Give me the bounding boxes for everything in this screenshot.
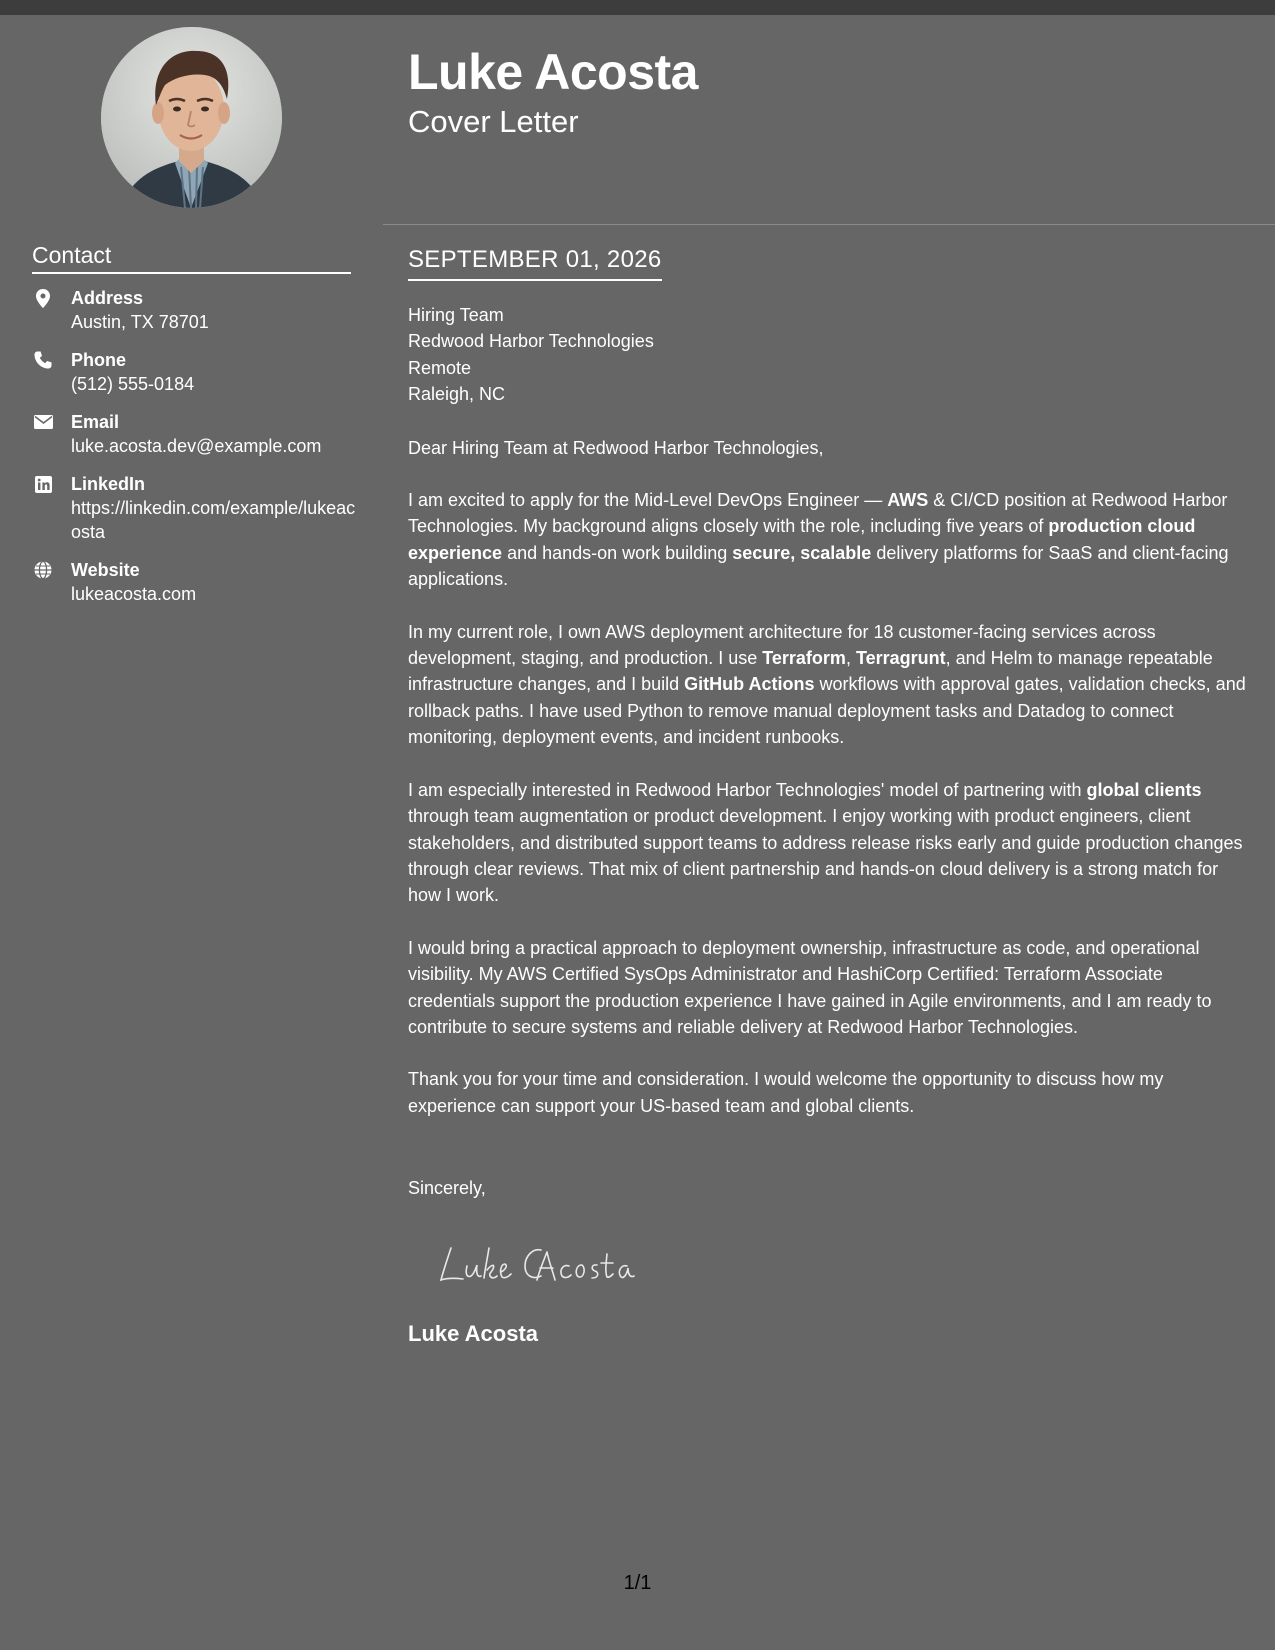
text-run: & CI/CD position at Redwood Harbor Technologies. My background aligns closely with the role, including five years of [408,490,1228,537]
contact-item-website [32,558,362,606]
salutation: Dear Hiring Team at Redwood Harbor Technologies, [408,437,824,458]
phone-icon [33,350,53,370]
top-bar [0,0,1275,15]
page-number: 1/1 [623,1572,652,1594]
emphasis: Terragrunt [855,648,946,669]
phone-value: (512) 555-0184 [71,374,195,394]
header-divider [383,224,1275,225]
profile-photo [101,27,282,208]
text-run: I am excited to apply for the Mid-Level DevOps Engineer — [408,490,888,511]
emphasis: Terraform [762,648,846,669]
website-link[interactable]: lukeacosta.com [71,584,197,604]
signed-name: Luke Acosta [408,1321,539,1346]
recipient-block [408,302,1250,408]
contact-item-address [32,286,362,334]
text-run: Thank you for your time and consideration. I would welcome the opportunity to discuss how my experience can support your US-based team and global clients. [408,1069,1164,1116]
document-subtitle: Cover Letter [408,104,579,139]
contact-list [32,286,362,620]
text-run: I am especially interested in Redwood Harbor Technologies' model of partnering with [408,779,1087,800]
applicant-name: Luke Acosta [408,44,698,100]
contact-label: Website [71,560,140,580]
text-run: workflows with approval gates, validation checks, and rollback paths. I have used Python to remove manual deployment tasks and Datadog to connect monitoring, deployment events, and incident runbooks. [408,674,1246,748]
paragraph-current-role [408,619,1250,751]
contact-item-linkedin [32,472,362,544]
email-link[interactable]: luke.acosta.dev@example.com [71,436,322,456]
closing: Sincerely, [408,1178,486,1198]
letter-body [408,302,1250,1119]
text-run: In my current role, I own AWS deployment architecture for 18 customer-facing services across development, staging, and production. I use [408,621,1156,669]
paragraph-interest [408,777,1250,909]
contact-label: LinkedIn [71,474,146,494]
text-run: delivery platforms for SaaS and client-facing applications. [408,542,1229,590]
contact-heading: Contact [32,240,351,274]
map-pin-icon [33,288,53,308]
emphasis: secure, scalable [732,542,872,563]
paragraph-thanks [408,1066,1250,1119]
emphasis: AWS [887,490,929,511]
contact-item-phone [32,348,362,396]
contact-label: Email [71,412,120,432]
text-run: I would bring a practical approach to deployment ownership, infrastructure as code, and operational visibility. My AWS Certified SysOps Administrator and HashiCorp Certified: Terraform Associate credentials support the production experience I have gained in Agile environments, and I am ready to contribute to secure systems and reliable delivery at Redwood Harbor Technologies. [408,937,1212,1037]
address-value: Austin, TX 78701 [71,312,209,332]
text-run: , and Helm to manage repeatable infrastructure changes, and I build [408,648,1213,695]
linkedin-link[interactable]: https://linkedin.com/example/lukeacosta [71,498,356,542]
emphasis: GitHub Actions [684,674,815,695]
recipient-line: Remote [408,357,472,378]
paragraph-approach [408,935,1250,1041]
contact-item-email [32,410,362,458]
text-run: , [845,648,856,669]
linkedin-icon [33,474,53,494]
text-run: and hands-on work building [502,542,733,563]
emphasis: production cloud experience [408,516,1196,563]
globe-icon [33,560,53,580]
emphasis: global clients [1086,779,1202,800]
text-run: through team augmentation or product development. I enjoy working with product engineers, client stakeholders, and distributed support teams to address release risks early and guide production changes through clear reviews. That mix of client partnership and hands-on cloud delivery is a strong match for how I work. [408,806,1243,906]
paragraph-intro [408,487,1250,593]
signature [437,1230,647,1290]
letter-date: SEPTEMBER 01, 2026 [408,244,662,281]
recipient-line: Hiring Team [408,305,504,325]
contact-label: Phone [71,350,127,370]
recipient-line: Redwood Harbor Technologies [408,331,654,352]
recipient-line: Raleigh, NC [408,384,506,405]
envelope-icon [33,412,53,432]
contact-label: Address [71,288,144,308]
